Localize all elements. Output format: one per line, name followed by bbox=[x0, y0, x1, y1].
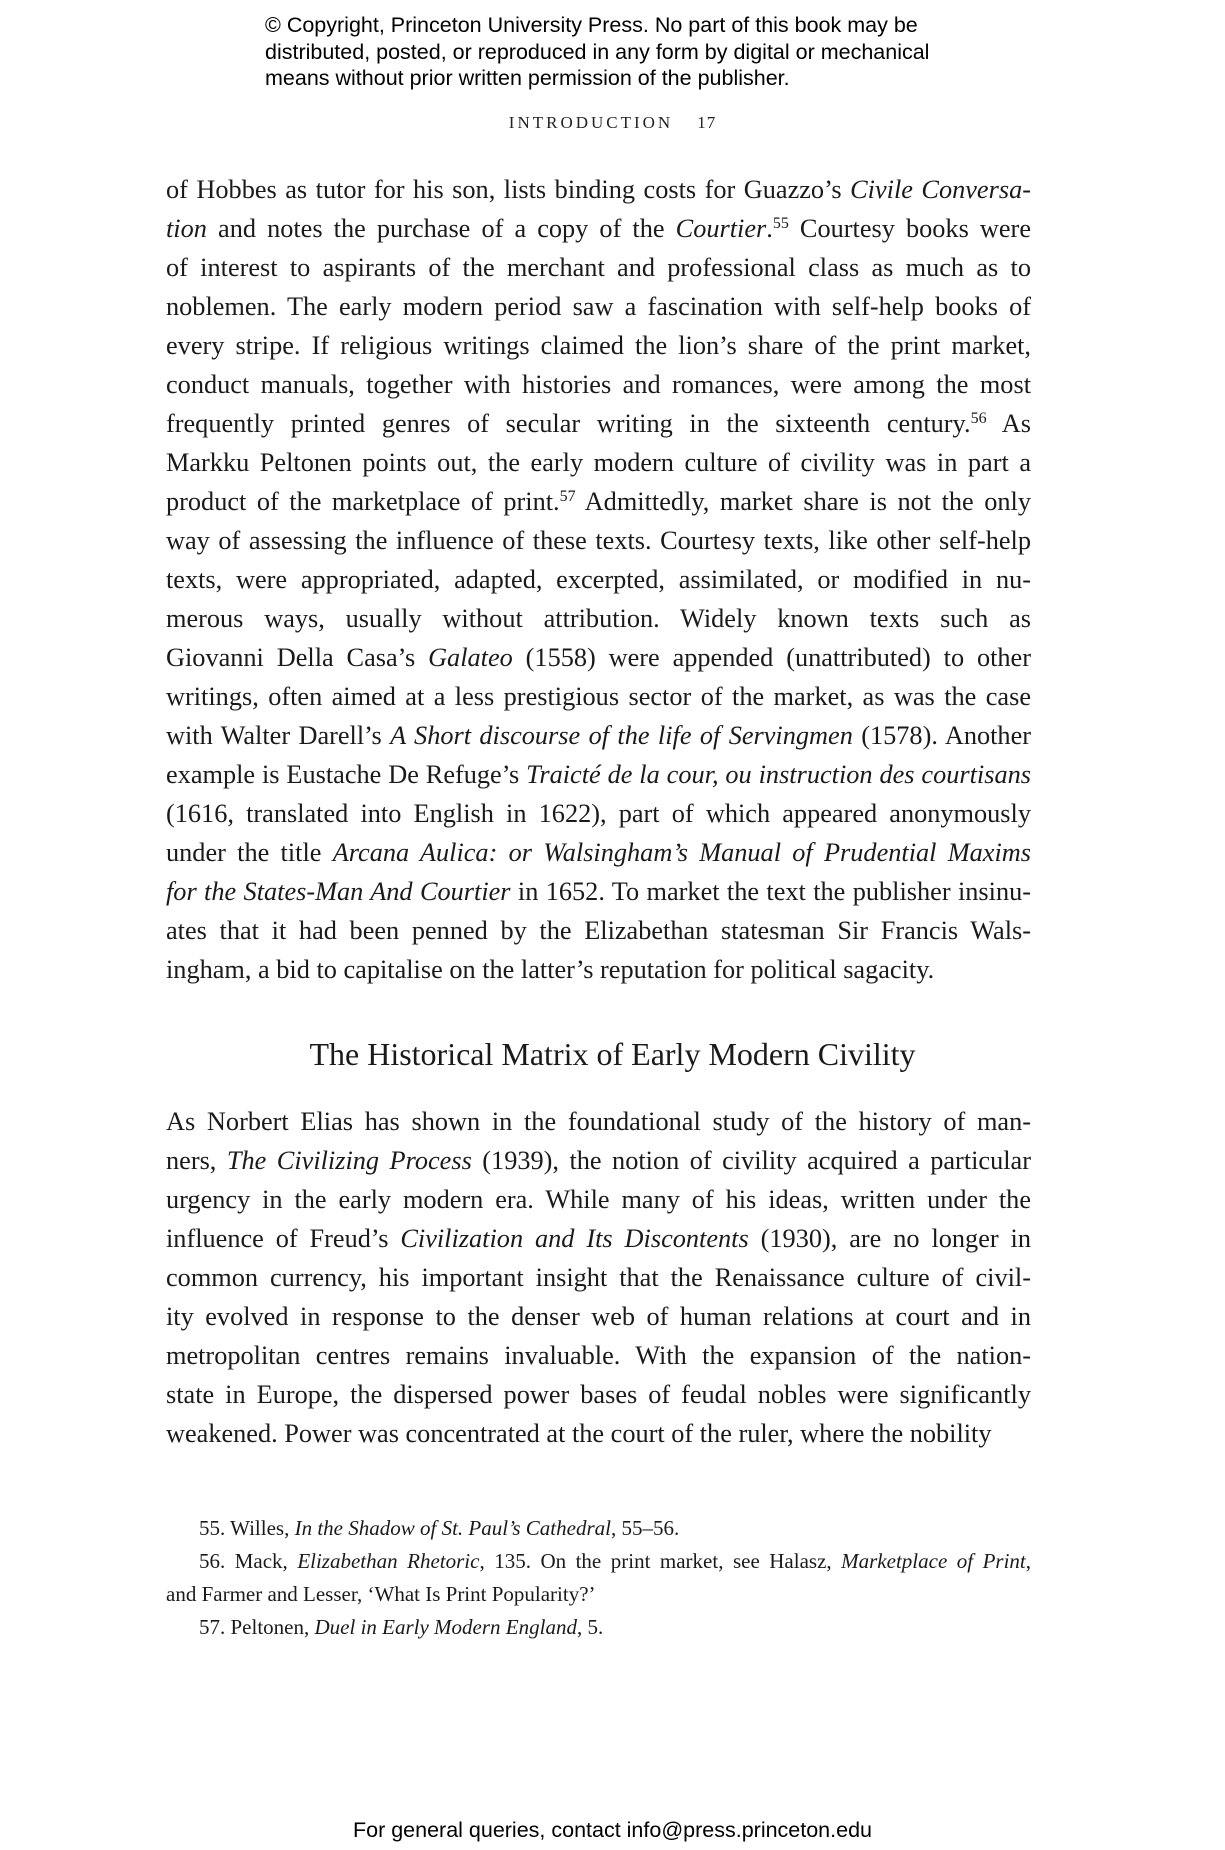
text-line bbox=[166, 1102, 1031, 1141]
running-head bbox=[0, 113, 1225, 133]
text-run: Courtesy books were bbox=[788, 214, 1031, 243]
footnote-ref: 55 bbox=[772, 215, 789, 232]
text-run: ates that it had been penned by the Elizabethan statesman Sir Francis Wals- bbox=[166, 916, 1031, 945]
text-run: frequently printed genres of secular writing in the sixteenth century. bbox=[166, 409, 971, 438]
text-line bbox=[166, 638, 1031, 677]
text-run: writings, often aimed at a less prestigious sector of the market, as was the case bbox=[166, 682, 1031, 711]
text-line bbox=[166, 1180, 1031, 1219]
text-run: (1939), the notion of civility acquired a particular bbox=[471, 1146, 1031, 1175]
text-line bbox=[166, 1219, 1031, 1258]
text-run: As Norbert Elias has shown in the foundational study of the history of man- bbox=[166, 1107, 1031, 1136]
footnote bbox=[166, 1545, 1031, 1578]
text-run: under the title bbox=[166, 838, 333, 867]
text-run: weakened. Power was concentrated at the court of the ruler, where the nobility bbox=[166, 1419, 992, 1448]
text-run: ity evolved in response to the denser web of human relations at court and in bbox=[166, 1302, 1031, 1331]
text-run: merous ways, usually without attribution. Widely known texts such as bbox=[166, 604, 1031, 633]
italic-title: Marketplace of Print bbox=[841, 1549, 1026, 1573]
footnote bbox=[166, 1611, 1031, 1644]
text-run: of interest to aspirants of the merchant and professional class as much as to bbox=[166, 253, 1031, 282]
text-line bbox=[166, 716, 1031, 755]
text-run: . bbox=[766, 214, 773, 243]
copyright-notice bbox=[265, 12, 985, 92]
section-heading: The Historical Matrix of Early Modern Civility bbox=[309, 1036, 916, 1072]
text-line bbox=[166, 599, 1031, 638]
copyright-line: distributed, posted, or reproduced in any form by digital or mechanical bbox=[265, 39, 930, 64]
text-line bbox=[166, 1375, 1031, 1414]
text-run: ingham, a bid to capitalise on the latter’s reputation for political sagacity. bbox=[166, 955, 935, 984]
text-run: (1616, translated into English in 1622), part of which appeared anonymously bbox=[166, 799, 1031, 828]
text-run: As bbox=[986, 409, 1031, 438]
text-line bbox=[166, 1297, 1031, 1336]
italic-title: Civile Conversa- bbox=[850, 175, 1031, 204]
text-line bbox=[166, 560, 1031, 599]
italic-title: Galateo bbox=[428, 643, 513, 672]
text-line bbox=[166, 794, 1031, 833]
text-run: Admittedly, market share is not the only bbox=[575, 487, 1031, 516]
text-run: example is Eustache De Refuge’s bbox=[166, 760, 527, 789]
text-line bbox=[166, 287, 1031, 326]
copyright-line: © Copyright, Princeton University Press. No part of this book may be bbox=[265, 13, 918, 37]
text-line bbox=[166, 755, 1031, 794]
italic-title: In the Shadow of St. Paul’s Cathedral bbox=[294, 1516, 611, 1540]
body-paragraph-2 bbox=[166, 1102, 1031, 1453]
text-line bbox=[166, 209, 1031, 248]
text-run: ners, bbox=[166, 1146, 227, 1175]
italic-title: Courtier bbox=[675, 214, 767, 243]
text-line bbox=[166, 404, 1031, 443]
text-line bbox=[166, 248, 1031, 287]
text-line bbox=[166, 833, 1031, 872]
text-line bbox=[166, 326, 1031, 365]
text-run: 55. Willes, bbox=[199, 1516, 295, 1540]
footer-contact: For general queries, contact info@press.princeton.edu bbox=[352, 1818, 872, 1842]
running-head-title: INTRODUCTION bbox=[508, 113, 674, 132]
footnote bbox=[166, 1578, 1031, 1611]
text-line bbox=[166, 677, 1031, 716]
text-run: 56. Mack, bbox=[199, 1549, 298, 1573]
italic-title: Traicté de la cour, ou instruction des courtisans bbox=[526, 760, 1031, 789]
text-run: and Farmer and Lesser, ‘What Is Print Popularity?’ bbox=[166, 1582, 596, 1606]
text-run: noblemen. The early modern period saw a fascination with self-help books of bbox=[166, 292, 1031, 321]
text-run: common currency, his important insight that the Renaissance culture of civil- bbox=[166, 1263, 1031, 1292]
text-line bbox=[166, 1414, 1031, 1453]
text-run: (1930), are no longer in bbox=[748, 1224, 1031, 1253]
italic-title: for the States-Man And Courtier bbox=[166, 877, 511, 906]
text-run: , bbox=[1025, 1549, 1031, 1573]
text-run: urgency in the early modern era. While many of his ideas, written under the bbox=[166, 1185, 1031, 1214]
text-run: , 5. bbox=[576, 1615, 604, 1639]
text-line bbox=[166, 521, 1031, 560]
text-run: way of assessing the influence of these texts. Courtesy texts, like other self-help bbox=[166, 526, 1031, 555]
text-run: product of the marketplace of print. bbox=[166, 487, 560, 516]
page-number: 17 bbox=[697, 113, 717, 132]
text-line bbox=[166, 170, 1031, 209]
text-line bbox=[166, 443, 1031, 482]
text-line bbox=[166, 1336, 1031, 1375]
footnote bbox=[166, 1512, 1031, 1545]
footnote-ref: 57 bbox=[559, 488, 576, 505]
text-line bbox=[166, 950, 1031, 989]
text-line bbox=[166, 911, 1031, 950]
italic-title: The Civilizing Process bbox=[226, 1146, 472, 1175]
text-line bbox=[166, 1141, 1031, 1180]
text-run: , 55–56. bbox=[610, 1516, 680, 1540]
text-run: Giovanni Della Casa’s bbox=[166, 643, 429, 672]
italic-title: A Short discourse of the life of Servingmen bbox=[390, 721, 853, 750]
text-run: conduct manuals, together with histories and romances, were among the most bbox=[166, 370, 1031, 399]
footnote-ref: 56 bbox=[970, 410, 987, 427]
text-run: influence of Freud’s bbox=[166, 1224, 401, 1253]
italic-title: Elizabethan Rhetoric bbox=[297, 1549, 480, 1573]
text-run: , 135. On the print market, see Halasz, bbox=[479, 1549, 842, 1573]
italic-title: tion bbox=[166, 214, 207, 243]
text-line bbox=[166, 365, 1031, 404]
text-run: state in Europe, the dispersed power bases of feudal nobles were significantly bbox=[166, 1380, 1031, 1409]
text-run: texts, were appropriated, adapted, excerpted, assimilated, or modified in nu- bbox=[166, 565, 1031, 594]
text-run: in 1652. To market the text the publisher insinu- bbox=[510, 877, 1031, 906]
text-run: (1578). Another bbox=[852, 721, 1031, 750]
text-line bbox=[166, 482, 1031, 521]
text-run: every stripe. If religious writings claimed the lion’s share of the print market, bbox=[166, 331, 1031, 360]
copyright-line: means without prior written permission of the publisher. bbox=[265, 66, 790, 90]
text-run: with Walter Darell’s bbox=[166, 721, 391, 750]
italic-title: Arcana Aulica: or Walsingham’s Manual of Prudential Maxims bbox=[332, 838, 1031, 867]
italic-title: Duel in Early Modern England bbox=[314, 1615, 577, 1639]
text-run: (1558) were appended (unattributed) to other bbox=[512, 643, 1031, 672]
text-run: 57. Peltonen, bbox=[199, 1615, 315, 1639]
text-run: metropolitan centres remains invaluable. With the expansion of the nation- bbox=[166, 1341, 1031, 1370]
footnotes bbox=[166, 1512, 1031, 1644]
italic-title: Civilization and Its Discontents bbox=[400, 1224, 749, 1253]
body-paragraph-1 bbox=[166, 170, 1031, 989]
text-run: and notes the purchase of a copy of the bbox=[206, 214, 676, 243]
text-run: of Hobbes as tutor for his son, lists binding costs for Guazzo’s bbox=[166, 175, 851, 204]
text-run: Markku Peltonen points out, the early modern culture of civility was in part a bbox=[166, 448, 1031, 477]
text-line bbox=[166, 872, 1031, 911]
text-line bbox=[166, 1258, 1031, 1297]
